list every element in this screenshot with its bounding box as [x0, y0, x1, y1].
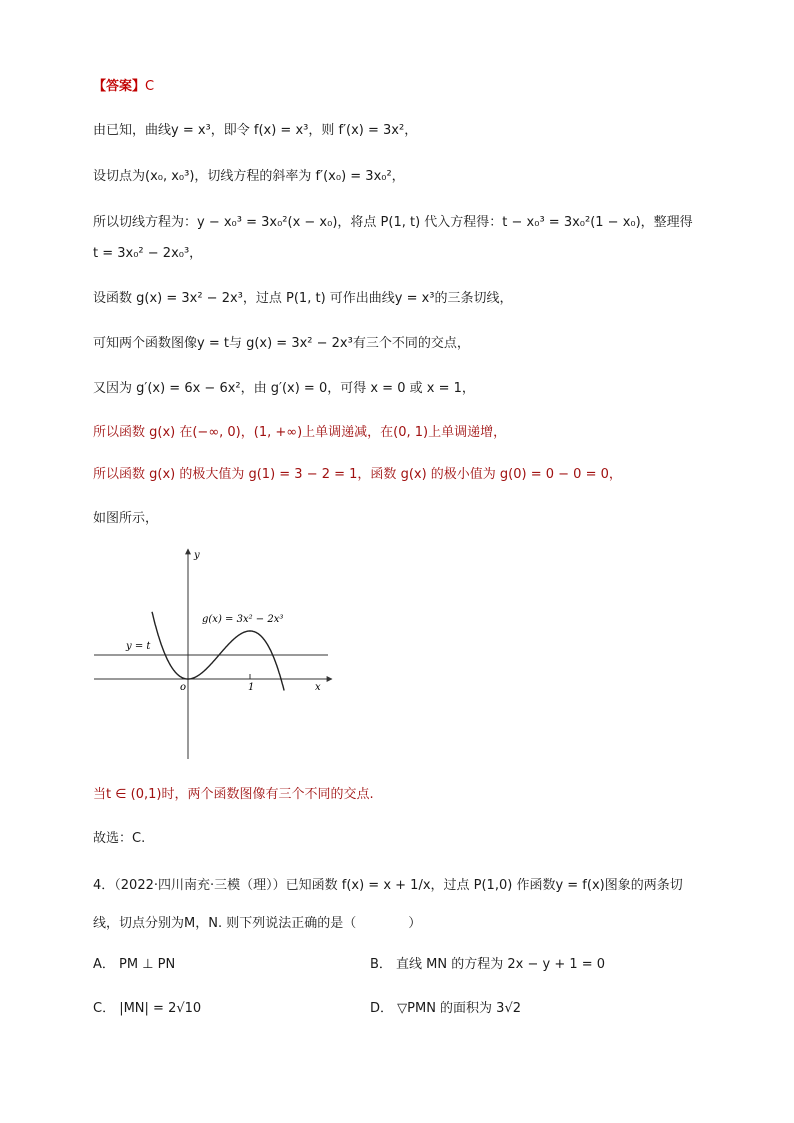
solution-line-3: 所以切线方程为：y − x₀³ = 3x₀²(x − x₀)，将点 P(1, t) 代入方程得：t − x₀³ = 3x₀²(1 − x₀)，整理得 [93, 215, 693, 230]
x-axis-label: x [315, 682, 321, 693]
question-stem-line-2: 线，切点分别为M，N. 则下列说法正确的是（ ） [93, 916, 422, 931]
origin-label: o [180, 682, 187, 693]
solution-line-6: 可知两个函数图像y = t与 g(x) = 3x² − 2x³有三个不同的交点， [93, 336, 470, 351]
option-d: D． ▽PMN 的面积为 3√2 [370, 1001, 522, 1016]
option-a: A． PM ⊥ PN [93, 957, 176, 972]
line-label: y = t [126, 641, 151, 652]
curve-label: g(x) = 3x² − 2x³ [202, 614, 284, 625]
y-axis-label: y [194, 550, 200, 561]
solution-line-2: 设切点为(x₀, x₀³)，切线方程的斜率为 f′(x₀) = 3x₀²， [93, 169, 405, 184]
solution-line-1: 由已知，曲线y = x³，即令 f(x) = x³，则 f′(x) = 3x²， [93, 123, 418, 138]
answer-line [93, 78, 154, 96]
solution-line-8: 所以函数 g(x) 在(−∞, 0)，(1, +∞)上单调递减，在(0, 1)上单调递增， [93, 425, 507, 440]
final-answer-line: 故选：C. [93, 831, 146, 846]
answer-value: C [145, 79, 155, 94]
conclusion-line: 当t ∈ (0,1)时，两个函数图像有三个不同的交点. [93, 787, 374, 802]
solution-line-4: t = 3x₀² − 2x₀³， [93, 246, 203, 261]
question-stem-line-1: 4．（2022·四川南充·三模（理））已知函数 f(x) = x + 1/x，过点 P(1,0) 作函数y = f(x)图象的两条切 [93, 878, 683, 893]
solution-line-7: 又因为 g′(x) = 6x − 6x²，由 g′(x) = 0，可得 x = 0 或 x = 1， [93, 381, 475, 396]
answer-tag: 【答案】 [93, 79, 146, 94]
option-b: B． 直线 MN 的方程为 2x − y + 1 = 0 [370, 957, 606, 972]
option-c: C． |MN| = 2√10 [93, 1001, 202, 1016]
solution-line-5: 设函数 g(x) = 3x² − 2x³，过点 P(1, t) 可作出曲线y = x³的三条切线， [93, 291, 513, 306]
solution-line-9: 所以函数 g(x) 的极大值为 g(1) = 3 − 2 = 1，函数 g(x) 的极小值为 g(0) = 0 − 0 = 0， [93, 467, 622, 482]
tick-label-one: 1 [248, 682, 255, 693]
function-graph [92, 543, 342, 763]
figure-caption: 如图所示， [93, 511, 159, 526]
